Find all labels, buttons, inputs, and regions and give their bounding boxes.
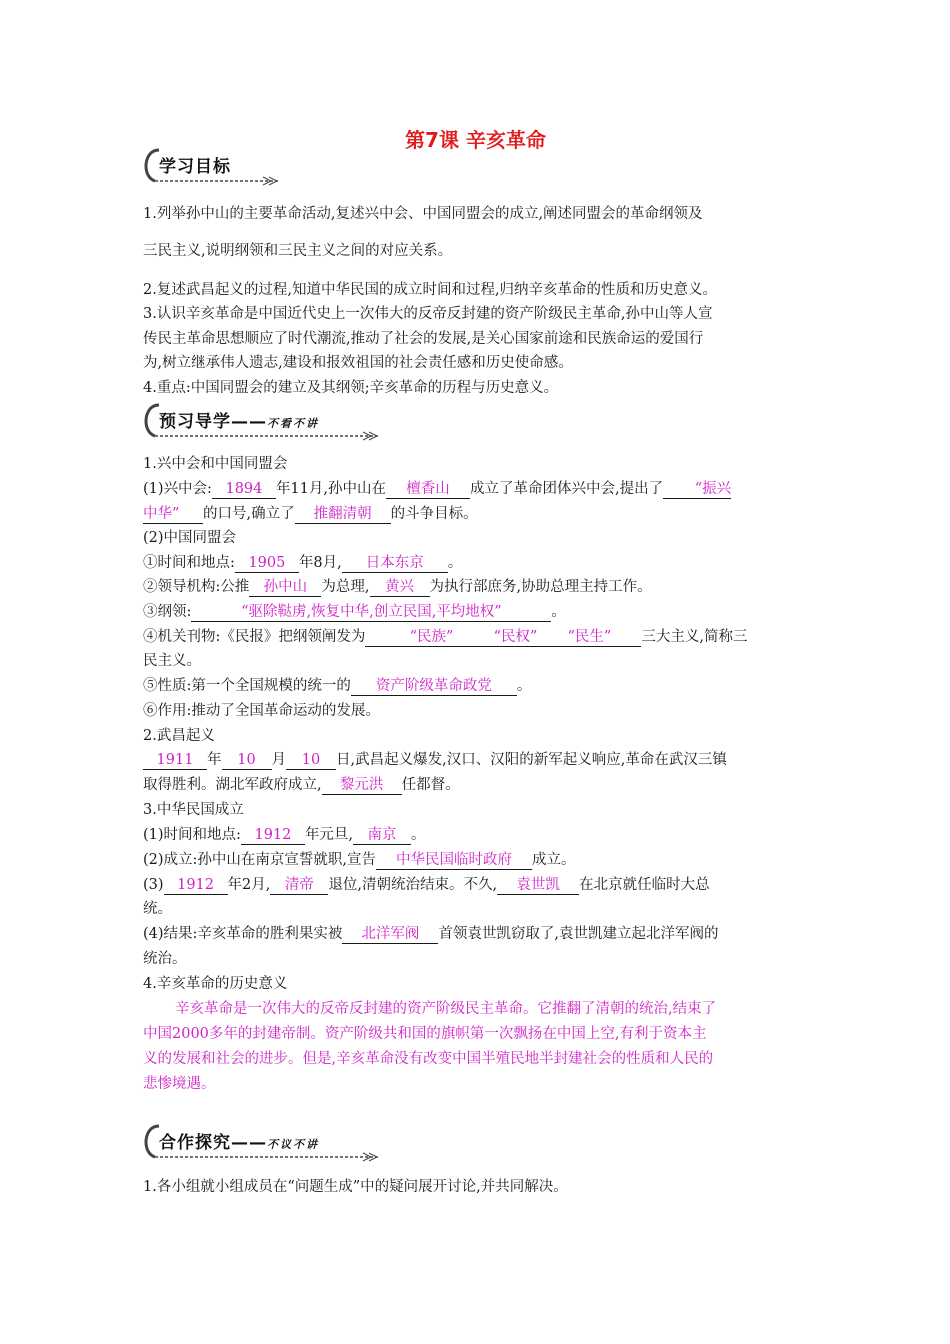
text: 的斗争目标。 [390,506,478,522]
answer-blank: 1911 [143,752,207,770]
section-subtitle-preview: 不看不讲 [267,417,319,430]
answer-blank: 北洋军阀 [342,926,438,944]
preview-line-15 [143,826,426,845]
answer-blank: 黄兴 [370,579,430,597]
answer-blank: “民族” [365,629,453,647]
text: 。 [516,678,532,694]
text: 成立了革命团体兴中会,提出了 [470,481,664,497]
preview-line-1 [143,480,731,499]
answer-blank: 檀香山 [386,481,470,499]
answer-blank: 中华民国临时政府 [376,852,532,870]
preview-line-16 [143,851,576,870]
preview-line-3: (2)中国同盟会 [143,530,237,546]
answer-blank: 孙中山 [249,579,321,597]
section-title-preview-main: 预习导学 [159,412,231,432]
text: ⑤性质:第一个全国规模的统一的 [143,678,351,694]
preview-heading-2: 2.武昌起义 [143,728,215,744]
answer-blank: 1894 [212,481,276,499]
text: 年元旦, [304,827,354,843]
text: (1)兴中会: [143,481,212,497]
preview-line-12 [143,751,727,770]
significance-line-1: 辛亥革命是一次伟大的反帝反封建的资产阶级民主革命。它推翻了清朝的统治,结束了 [175,1001,717,1017]
answer-blank: 1912 [241,827,305,845]
answer-blank: 1905 [235,555,299,573]
significance-line-4: 悲惨境遇。 [143,1076,216,1092]
preview-line-8: 民主义。 [143,653,201,669]
text: (3) [143,877,164,893]
goal-1-line-1: 1.列举孙中山的主要革命活动,复述兴中会、中国同盟会的成立,阐述同盟会的革命纲领及 [143,206,703,222]
text: 三大主义,简称三 [641,629,748,645]
goal-4: 4.重点:中国同盟会的建立及其纲领;辛亥革命的历程与历史意义。 [143,380,559,396]
text: 任都督。 [401,777,460,793]
significance-line-3: 义的发展和社会的进步。但是,辛亥革命没有改变中国半殖民地半封建社会的性质和人民的 [143,1051,714,1067]
answer-blank: 南京 [353,827,411,845]
text: ②领导机构:公推 [143,579,250,595]
answer-blank: “民权” [453,629,537,647]
text: 。 [411,827,426,843]
answer-blank: 1912 [164,877,228,895]
answer-blank: 黎元洪 [322,777,402,795]
text: 取得胜利。湖北军政府成立, [143,777,322,793]
preview-line-2 [143,505,478,524]
goal-1-line-2: 三民主义,说明纲领和三民主义之间的对应关系。 [143,243,453,259]
section-dash: —— [231,412,267,432]
text: 日,武昌起义爆发,汉口、汉阳的新军起义响应,革命在武汉三镇 [336,752,727,768]
answer-blank: 日本东京 [342,555,448,573]
preview-line-13 [143,776,460,795]
answer-blank: 中华” [143,506,203,524]
section-header-coop [143,1122,383,1162]
section-title-preview [159,407,319,432]
text: 首领袁世凯窃取了,袁世凯建立起北洋军阀的 [438,926,719,942]
section-title-coop-main: 合作探究 [159,1133,231,1153]
section-subtitle-coop: 不议不讲 [267,1138,319,1151]
text: 年11月,孙中山在 [275,481,386,497]
text: 为总理, [321,579,370,595]
section-title-goals: 学习目标 [159,157,231,177]
preview-heading-3: 3.中华民国成立 [143,802,244,818]
answer-blank: 10 [286,752,336,770]
text: (4)结果:辛亥革命的胜利果实被 [143,926,343,942]
text: 的口号,确立了 [203,506,295,522]
text: 。 [447,555,463,571]
answer-blank: “驱除鞑虏,恢复中华,创立民国,平均地权” [191,604,551,622]
answer-blank: 推翻清朝 [295,506,391,524]
text: 年2月, [227,877,271,893]
answer-blank: “振兴 [663,481,731,499]
preview-line-10: ⑥作用:推动了全国革命运动的发展。 [143,703,380,719]
goal-3-line-2: 传民主革命思想顺应了时代潮流,推动了社会的发展,是关心国家前途和民族命运的爱国行 [143,331,704,347]
text: 退位,清朝统治结束。不久, [328,877,498,893]
text: (1)时间和地点: [143,827,241,843]
preview-heading-1: 1.兴中会和中国同盟会 [143,456,288,472]
section-dash: —— [231,1133,267,1153]
goal-3-line-1: 3.认识辛亥革命是中国近代史上一次伟大的反帝反封建的资产阶级民主革命,孙中山等人宣 [143,306,713,322]
answer-blank: “民生” [537,629,641,647]
text: ④机关刊物:《民报》把纲领阐发为 [143,629,366,645]
lesson-title: 第7课 辛亥革命 [405,128,546,152]
text: 年 [207,752,222,768]
coop-line-1: 1.各小组就小组成员在“问题生成”中的疑问展开讨论,并共同解决。 [143,1179,568,1195]
text: ③纲领: [143,604,192,620]
preview-line-19 [143,925,719,944]
text: 为执行部庶务,协助总理主持工作。 [429,579,652,595]
text: (2)成立:孙中山在南京宣誓就职,宣告 [143,852,377,868]
text: 月 [271,752,286,768]
preview-line-4 [143,554,462,573]
text: 成立。 [532,852,576,868]
preview-heading-4: 4.辛亥革命的历史意义 [143,976,288,992]
preview-line-7 [143,628,748,647]
preview-line-6 [143,603,566,622]
answer-blank: 10 [222,752,272,770]
text: 。 [551,604,566,620]
preview-line-5 [143,578,652,597]
section-header-goals [143,146,283,186]
text: ①时间和地点: [143,555,235,571]
preview-line-9 [143,677,531,696]
text: 在北京就任临时大总 [579,877,710,893]
preview-line-18: 统。 [143,901,172,917]
significance-line-2: 中国2000多年的封建帝制。资产阶级共和国的旗帜第一次飘扬在中国上空,有利于资本主 [143,1026,707,1042]
goal-3-line-3: 为,树立继承伟人遗志,建设和报效祖国的社会责任感和历史使命感。 [143,355,573,371]
section-title-coop [159,1128,319,1153]
section-header-preview [143,401,383,441]
text: 年8月, [298,555,342,571]
preview-line-17 [143,876,710,895]
preview-line-20: 统治。 [143,951,187,967]
answer-blank: 清帝 [270,877,328,895]
answer-blank: 袁世凯 [497,877,579,895]
answer-blank: 资产阶级革命政党 [351,678,517,696]
goal-2: 2.复述武昌起义的过程,知道中华民国的成立时间和过程,归纳辛亥革命的性质和历史意义。 [143,282,718,298]
